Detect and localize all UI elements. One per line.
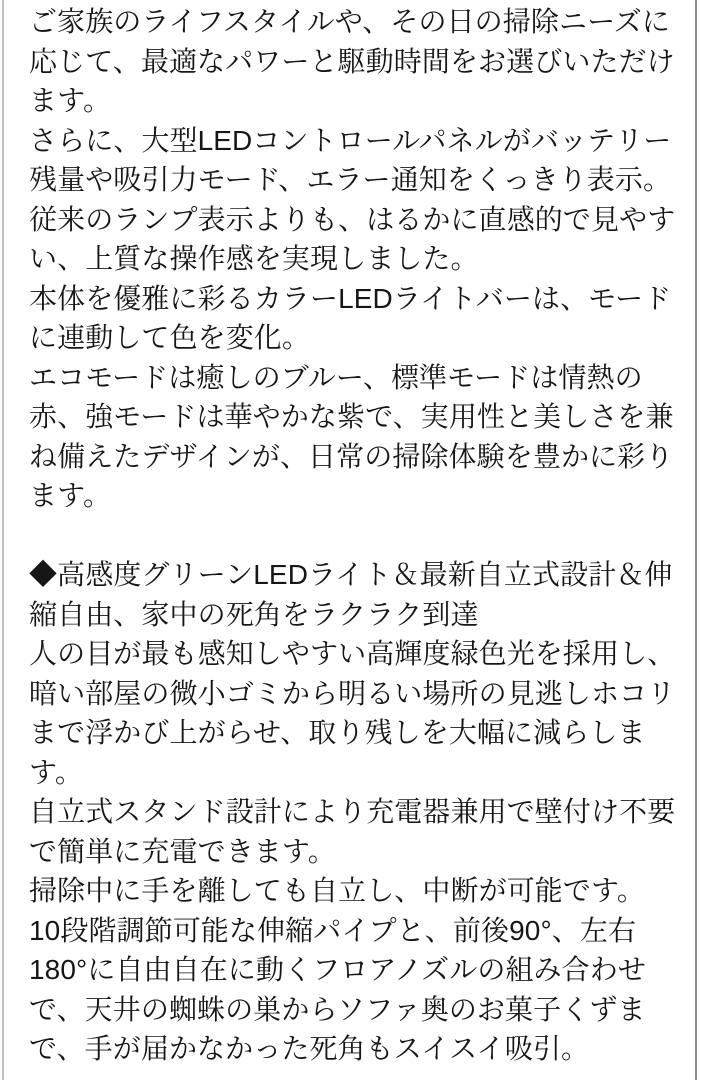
product-description-text: [4, 0, 695, 1069]
text-line: ご家族のライフスタイルや、その日の掃除ニーズに: [29, 6, 670, 37]
text-line: で、天井の蜘蛛の巣からソファ奥のお菓子くずま: [29, 993, 646, 1025]
text-line: 自立式スタンド設計により充電器兼用で壁付け不要: [29, 796, 676, 827]
text-line: エコモードは癒しのブルー、標準モードは情熱の: [29, 361, 643, 393]
paragraph-power-modes-and-led-panel: [29, 2, 677, 516]
text-line: ます。: [29, 480, 112, 511]
text-line: 応じて、最適なパワーと駆動時間をお選びいただけ: [29, 45, 675, 77]
text-line: す。: [29, 756, 83, 788]
text-line: さらに、大型LEDコントロールパネルがバッテリー: [29, 124, 672, 156]
text-line: 10段階調節可能な伸縮パイプと、前後90°、左右: [29, 914, 637, 946]
paragraph-spacer: [29, 516, 677, 556]
text-line: い、上質な操作感を実現しました。: [29, 243, 479, 274]
content-panel: [2, 0, 697, 1080]
text-line: に連動して色を変化。: [29, 322, 311, 353]
text-line: 人の目が最も感知しやすい高輝度緑色光を採用し、: [29, 638, 676, 669]
text-line: 本体を優雅に彩るカラーLEDライトバーは、モード: [29, 282, 672, 314]
text-line: で、手が届かなかった死角もスイスイ吸引。: [29, 1033, 590, 1064]
text-line: ね備えたデザインが、日常の掃除体験を豊かに彩り: [29, 440, 674, 472]
text-line: 掃除中に手を離しても自立し、中断が可能です。: [29, 875, 645, 906]
text-line: ◆高感度グリーンLEDライト＆最新自立式設計＆伸: [29, 559, 673, 590]
text-line: 縮自由、家中の死角をラクラク到達: [29, 598, 479, 630]
text-line: 従来のランプ表示よりも、はるかに直感的で見やす: [29, 203, 676, 235]
paragraph-green-led-and-self-standing-design: [29, 555, 677, 1069]
text-line: で簡単に充電できます。: [29, 835, 336, 867]
text-line: 残量や吸引力モード、エラー通知をくっきり表示。: [29, 164, 672, 195]
text-line: 赤、強モードは華やかな紫で、実用性と美しさを兼: [29, 401, 674, 432]
text-line: 180°に自由自在に動くフロアノズルの組み合わせ: [29, 954, 646, 985]
text-line: ます。: [29, 85, 112, 116]
text-line: まで浮かび上がらせ、取り残しを大幅に減らしま: [29, 717, 646, 748]
text-line: 暗い部屋の微小ゴミから明るい場所の見逃しホコリ: [29, 677, 676, 709]
